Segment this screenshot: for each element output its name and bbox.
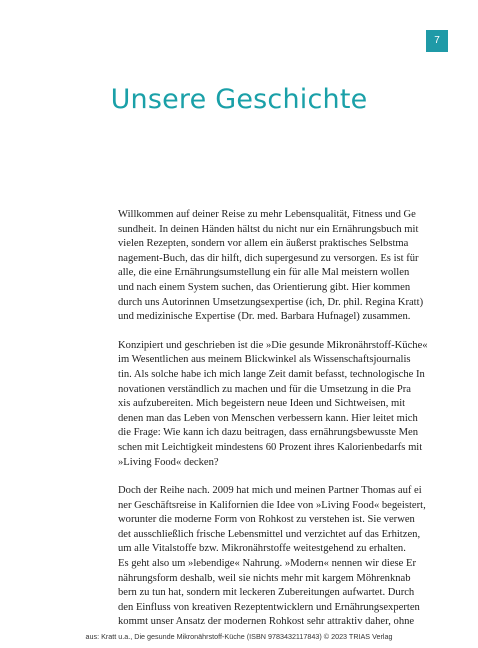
text-line: alle, die eine Ernährungsumstellung ein für alle Mal meistern wollen: [118, 267, 410, 279]
paragraph-gap: [118, 325, 420, 339]
text-line: tin. Als solche habe ich mich lange Zeit damit befasst, technologische In: [118, 368, 425, 380]
paragraph: [118, 484, 426, 630]
text-line: die Frage: Wie kann ich dazu beitragen, dass ernährungsbewusste Men: [118, 427, 419, 439]
text-line: worunter die moderne Form von Rohkost zu verstehen ist. Sie verwen: [118, 514, 415, 526]
text-line: sundheit. In deinen Händen hältst du nicht nur ein Ernährungsbuch mit: [118, 223, 419, 235]
page-number-badge: 7: [426, 30, 448, 52]
text-line: nährungsform deshalb, weil sie nichts mehr mit kargem Möhrenknab: [118, 572, 411, 584]
text-line: ner Geschäftsreise in Kalifornien die Idee von »Living Food« begeistert,: [118, 499, 426, 511]
text-line: denen man das Leben von Menschen verbessern kann. Hier leitet mich: [118, 412, 418, 424]
text-line: xis aufzubereiten. Mich begeistern neue Ideen und Sichtweisen, mit: [118, 398, 406, 410]
text-line: vielen Rezepten, sondern vor allem ein äußerst praktisches Selbstma: [118, 238, 409, 250]
text-line: durch uns Autorinnen Umsetzungsexpertise (ich, Dr. phil. Regina Kratt): [118, 296, 424, 308]
text-line: bern zu tun hat, sondern mit leckeren Zubereitungen aufwartet. Durch: [118, 587, 415, 599]
page-title: Unsere Geschichte: [110, 84, 368, 115]
text-line: den Einfluss von kreativen Rezeptentwicklern und Ernährungsexperten: [118, 601, 420, 613]
text-line: »Living Food« decken?: [118, 456, 219, 468]
text-line: und medizinische Expertise (Dr. med. Barbara Hufnagel) zusammen.: [118, 311, 411, 323]
text-line: und nach einem System suchen, das Orientierung gibt. Hier kommen: [118, 281, 411, 293]
text-line: im Wesentlichen aus meinem Blickwinkel als Wissenschaftsjournalis: [118, 354, 411, 366]
text-line: novationen verständlich zu machen und für die Umsetzung in die Pra: [118, 383, 412, 395]
text-line: schen mit Leichtigkeit mindestens 60 Prozent ihres Kalorienbedarfs mit: [118, 441, 423, 453]
text-line: um alle Vitalstoffe bzw. Mikronährstoffe weitestgehend zu erhalten.: [118, 543, 406, 555]
text-line: Es geht also um »lebendige« Nahrung. »Modern« nennen wir diese Er: [118, 558, 417, 570]
text-line: Willkommen auf deiner Reise zu mehr Lebensqualität, Fitness und Ge: [118, 209, 416, 220]
paragraph-gap: [118, 470, 420, 484]
text-line: det ausschließlich frische Lebensmittel und verzichtet auf das Erhitzen,: [118, 528, 421, 540]
source-footer: aus: Kratt u.a., Die gesunde Mikronährstoff-Küche (ISBN 9783432117843) © 2023 TRIAS Verlag: [85, 632, 393, 641]
text-line: Doch der Reihe nach. 2009 hat mich und meinen Partner Thomas auf ei: [118, 485, 422, 497]
text-line: nagement-Buch, das dir hilft, dich supergesund zu versorgen. Es ist für: [118, 252, 419, 264]
paragraph: [118, 339, 428, 470]
text-line: Konzipiert und geschrieben ist die »Die gesunde Mikronährstoff-Küche«: [118, 339, 428, 351]
body-text: [118, 208, 428, 630]
text-line: kommt unser Ansatz der modernen Rohkost sehr attraktiv daher, ohne: [118, 616, 415, 628]
paragraph: [118, 208, 424, 325]
